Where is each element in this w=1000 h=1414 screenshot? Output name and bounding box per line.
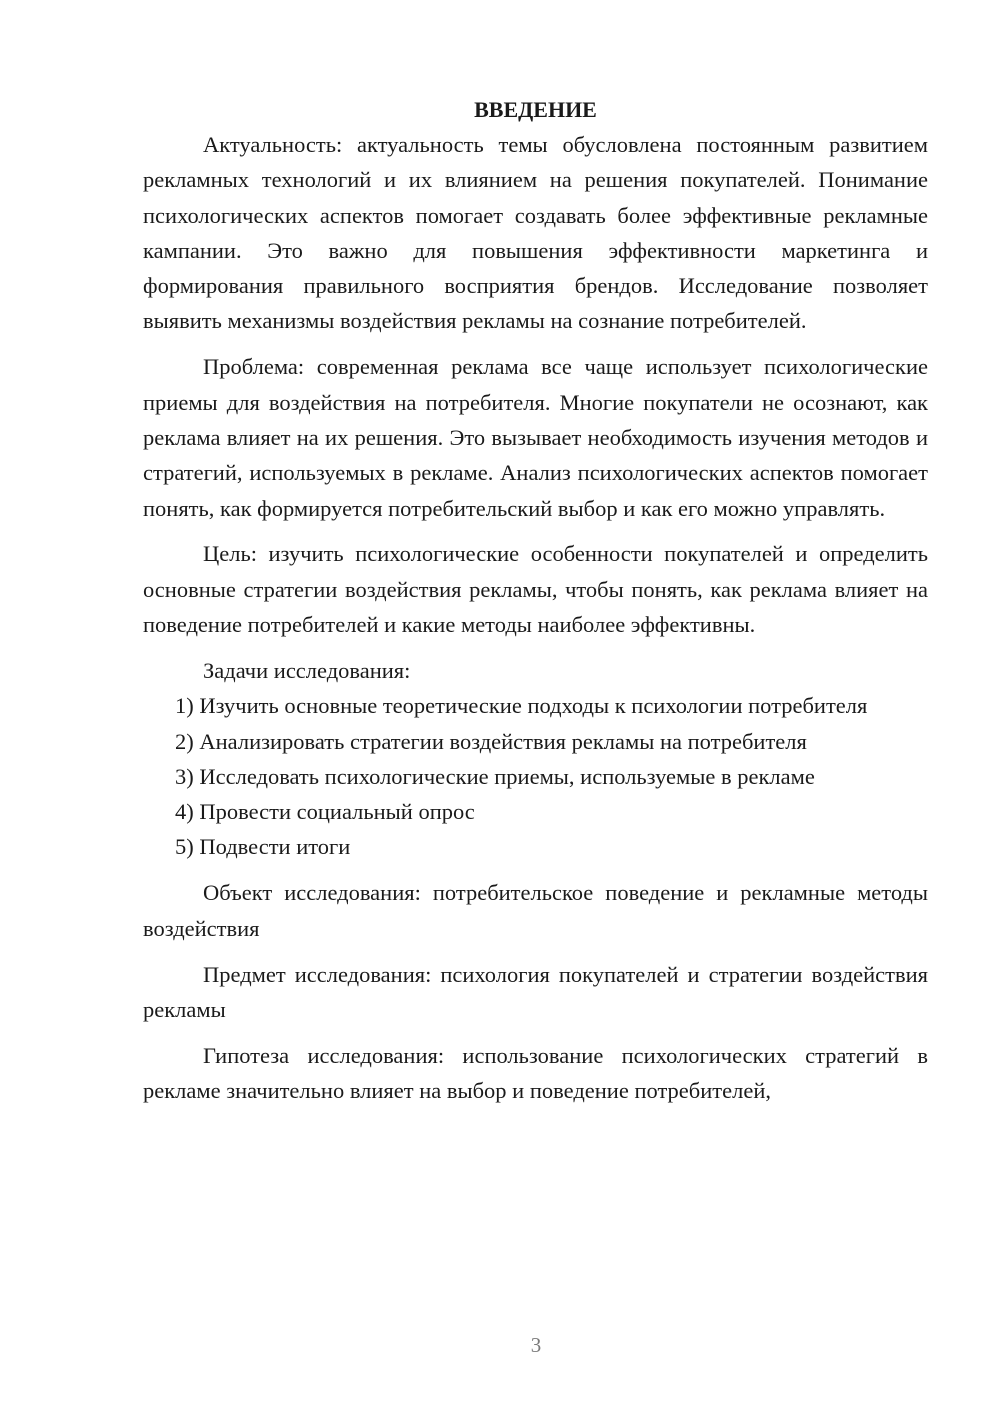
- page-title: ВВЕДЕНИЕ: [474, 97, 597, 122]
- task-item-3: 3) Исследовать психологические приемы, используемые в рекламе: [175, 763, 815, 789]
- subject-paragraph: Предмет исследования: психология покупателей и стратегии воздействия рекламы: [143, 961, 928, 1022]
- task-item-2: 2) Анализировать стратегии воздействия рекламы на потребителя: [175, 728, 807, 754]
- task-item-4: 4) Провести социальный опрос: [175, 799, 475, 825]
- problem-paragraph: Проблема: современная реклама все чаще использует психологические приемы для воздействия на потребителя. Многие покупатели не осознают, как реклама влияет на их решения. Это вызывает необходимость изучения методов и стратегий, используемых в рекламе. Анализ психологических аспектов помогает понять, как формируется потребительский выбор и как его можно управлять.: [143, 354, 928, 521]
- tasks-title: Задачи исследования:: [203, 657, 411, 683]
- page-number: 3: [530, 1333, 542, 1357]
- object-paragraph: Объект исследования: потребительское поведение и рекламные методы воздействия: [143, 880, 928, 941]
- task-item-1: 1) Изучить основные теоретические подходы к психологии потребителя: [175, 693, 868, 719]
- document-page: [143, 92, 928, 1108]
- goal-paragraph: Цель: изучить психологические особенности покупателей и определить основные стратегии воздействия рекламы, чтобы понять, как реклама влияет на поведение потребителей и какие методы наиболее эффективны.: [143, 541, 928, 638]
- relevance-paragraph: Актуальность: актуальность темы обусловлена постоянным развитием рекламных технологий и их влиянием на решения покупателей. Понимание психологических аспектов помогает создавать более эффективные рекламные кампании. Это важно для повышения эффективности маркетинга и формирования правильного восприятия брендов. Исследование позволяет выявить механизмы воздействия рекламы на сознание потребителей.: [143, 132, 928, 334]
- hypothesis-paragraph: Гипотеза исследования: использование психологических стратегий в рекламе значительно влияет на выбор и поведение потребителей,: [143, 1042, 928, 1103]
- task-item-5: 5) Подвести итоги: [175, 834, 351, 860]
